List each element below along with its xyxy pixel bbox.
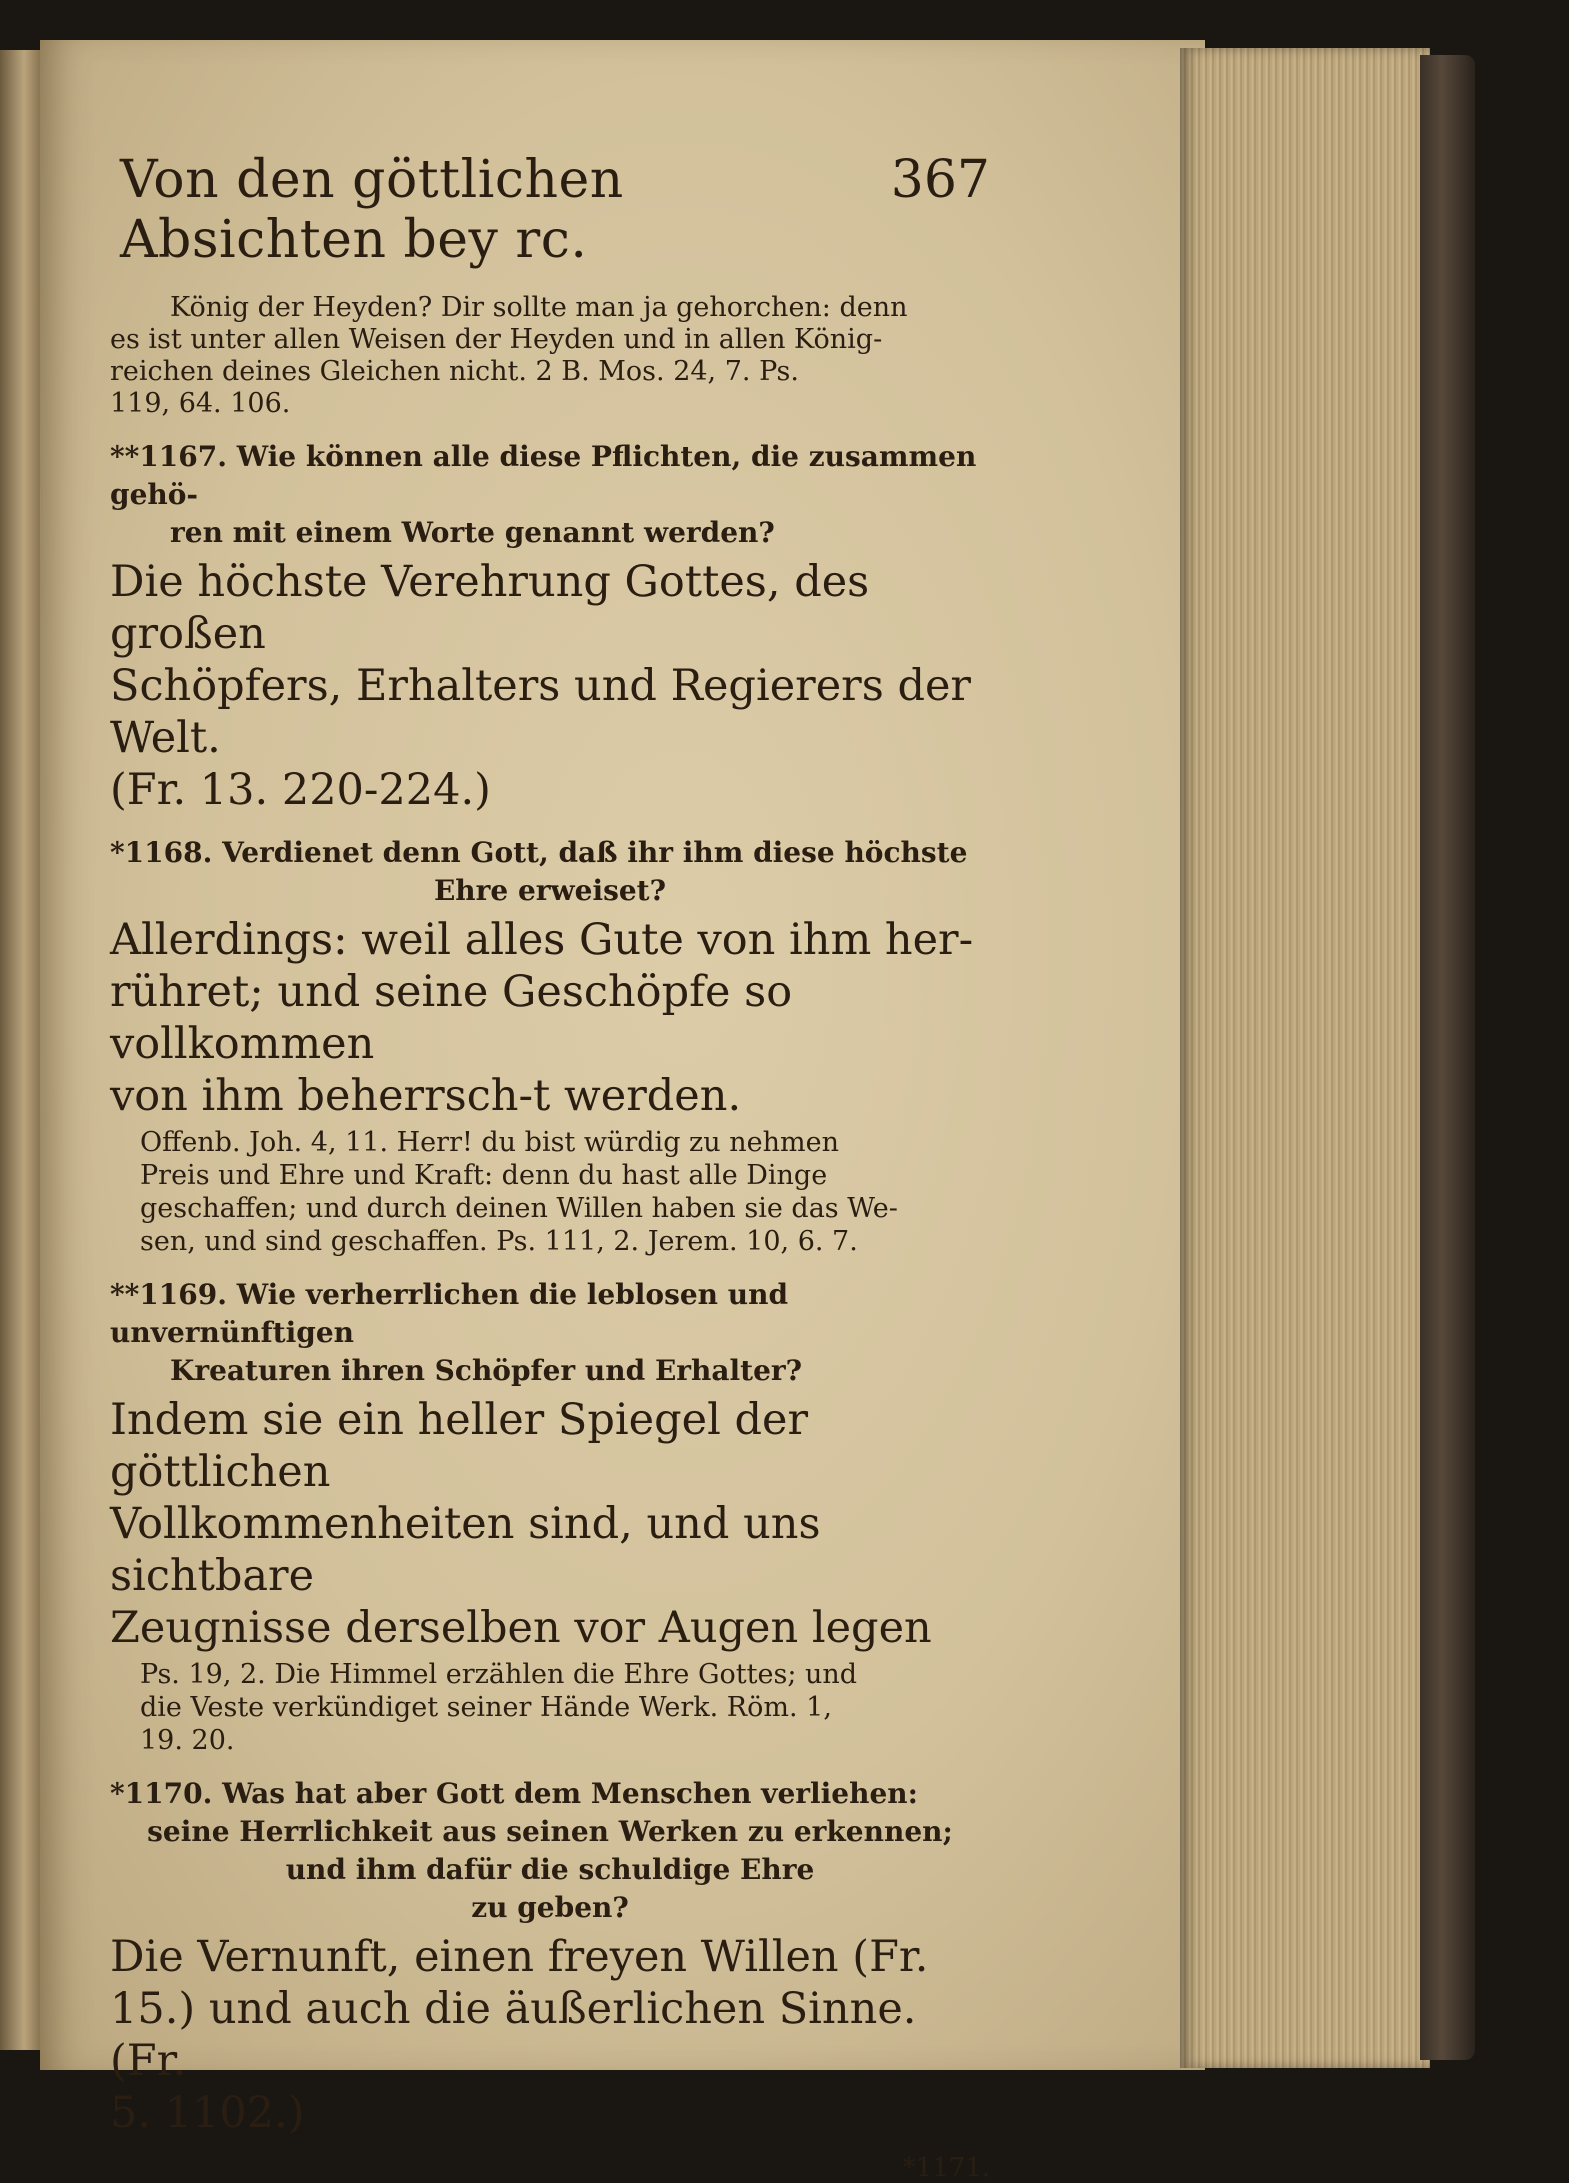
- question-line: **1167. Wie können alle diese Pflichten, die zusammen gehö-: [110, 440, 977, 511]
- answer-line: rühret; und seine Geschöpfe so vollkommen: [110, 967, 793, 1069]
- continuation-block: [110, 292, 990, 420]
- question-line: und ihm dafür die schuldige Ehre: [285, 1853, 815, 1886]
- answer-line: Vollkommenheiten sind, und uns sichtbare: [110, 1499, 821, 1601]
- question-line: *1168. Verdienet denn Gott, daß ihr ihm diese höchste: [110, 836, 968, 869]
- question-line: *1170. Was hat aber Gott dem Menschen verliehen:: [110, 1777, 918, 1810]
- answer-line: (Fr. 13. 220-224.): [110, 765, 491, 815]
- question-1170: [110, 1775, 990, 2139]
- left-page-edge: [0, 50, 40, 2050]
- page-number: 367: [890, 150, 990, 210]
- text-line: 119, 64. 106.: [110, 388, 291, 419]
- answer-line: Allerdings: weil alles Gute von ihm her-: [110, 915, 974, 965]
- question-line: Kreaturen ihren Schöpfer und Erhalter?: [170, 1354, 803, 1387]
- reference-line: die Veste verkündiget seiner Hände Werk. Röm. 1,: [140, 1692, 832, 1723]
- reference-line: Ps. 19, 2. Die Himmel erzählen die Ehre Gottes; und: [140, 1659, 858, 1690]
- answer-line: 5. 1102.): [110, 2088, 305, 2138]
- running-header: [120, 150, 990, 270]
- question-1167: [110, 438, 990, 816]
- catchword: *1171.: [902, 2153, 990, 2183]
- answer-line: Schöpfers, Erhalters und Regierers der Welt.: [110, 661, 971, 763]
- page-block-edge: [1180, 48, 1430, 2068]
- book-cover: [1420, 55, 1475, 2060]
- answer-line: 15.) und auch die äußerlichen Sinne. (Fr.: [110, 1984, 917, 2086]
- answer-line: Indem sie ein heller Spiegel der göttlichen: [110, 1395, 809, 1497]
- reference-line: Preis und Ehre und Kraft: denn du hast alle Dinge: [140, 1160, 828, 1191]
- text-line: es ist unter allen Weisen der Heyden und in allen König-: [110, 324, 883, 355]
- question-1168: [110, 834, 990, 1258]
- question-line: zu geben?: [471, 1891, 629, 1924]
- question-line: Ehre erweiset?: [433, 874, 667, 907]
- text-line: reichen deines Gleichen nicht. 2 B. Mos. 24, 7. Ps.: [110, 356, 799, 387]
- question-line: **1169. Wie verherrlichen die leblosen und unvernünftigen: [110, 1278, 789, 1349]
- question-line: ren mit einem Worte genannt werden?: [170, 516, 775, 549]
- question-1169: [110, 1276, 990, 1757]
- running-head-title: Von den göttlichen Absichten bey rc.: [120, 150, 624, 270]
- reference-line: 19. 20.: [140, 1725, 235, 1756]
- reference-line: Offenb. Joh. 4, 11. Herr! du bist würdig zu nehmen: [140, 1127, 839, 1158]
- question-line: seine Herrlichkeit aus seinen Werken zu erkennen;: [147, 1815, 953, 1848]
- answer-line: Zeugnisse derselben vor Augen legen: [110, 1603, 932, 1653]
- reference-line: sen, und sind geschaffen. Ps. 111, 2. Jerem. 10, 6. 7.: [140, 1226, 858, 1257]
- answer-line: Die höchste Verehrung Gottes, des großen: [110, 557, 870, 659]
- answer-line: Die Vernunft, einen freyen Willen (Fr.: [110, 1932, 929, 1982]
- reference-line: geschaffen; und durch deinen Willen haben sie das We-: [140, 1193, 898, 1224]
- answer-line: von ihm beherrsch-t werden.: [110, 1071, 742, 1121]
- page-text: [110, 150, 990, 2183]
- text-line: König der Heyden? Dir sollte man ja gehorchen: denn: [170, 292, 908, 323]
